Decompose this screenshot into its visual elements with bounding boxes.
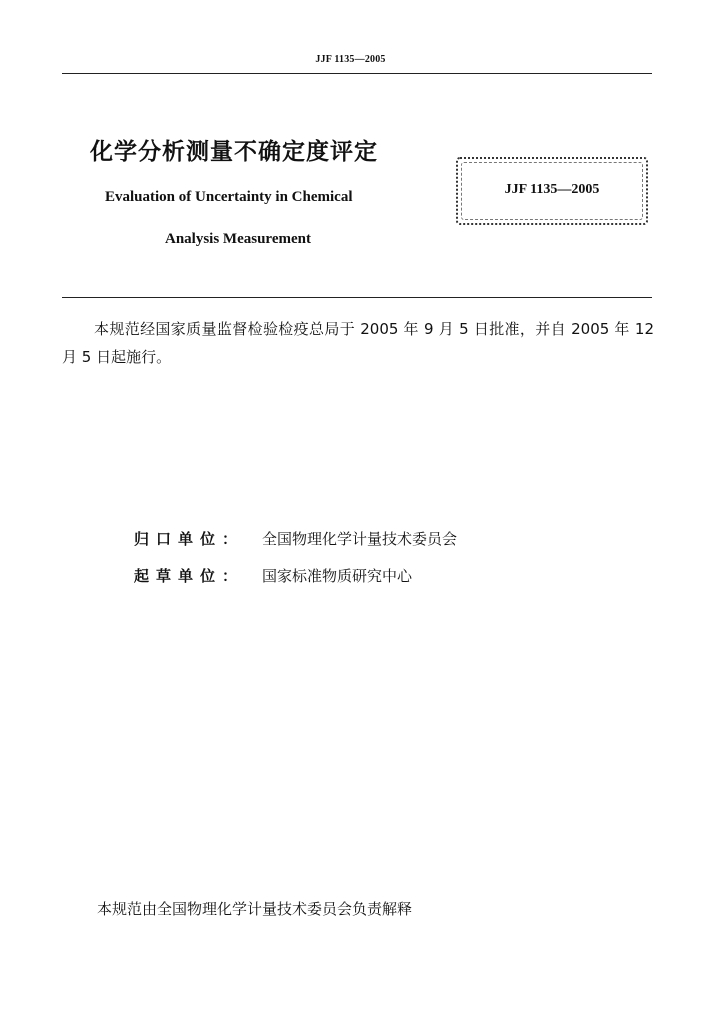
document-title-zh: 化学分析测量不确定度评定 xyxy=(90,139,378,165)
standard-code-box xyxy=(456,157,648,225)
organization-label: 归口单位： xyxy=(134,530,245,548)
running-header-code: JJF 1135—2005 xyxy=(315,54,386,65)
section-rule xyxy=(62,297,652,298)
document-title-en-line1: Evaluation of Uncertainty in Chemical xyxy=(105,189,353,205)
organization-value: 全国物理化学计量技术委员会 xyxy=(262,530,458,548)
organization-value: 国家标准物质研究中心 xyxy=(262,567,413,585)
document-title-en-line2: Analysis Measurement xyxy=(165,231,311,247)
header-rule xyxy=(62,73,652,74)
standard-code: JJF 1135—2005 xyxy=(504,182,600,197)
interpretation-note: 本规范由全国物理化学计量技术委员会负责解释 xyxy=(97,900,413,918)
organization-row-drafting xyxy=(134,565,412,586)
approval-statement: 本规范经国家质量监督检验检疫总局于 2005 年 9 月 5 日批准，并自 2005 年 12 月 5 日起施行。 xyxy=(62,320,654,366)
organization-row-responsible xyxy=(134,528,457,549)
organization-label: 起草单位： xyxy=(134,567,245,585)
